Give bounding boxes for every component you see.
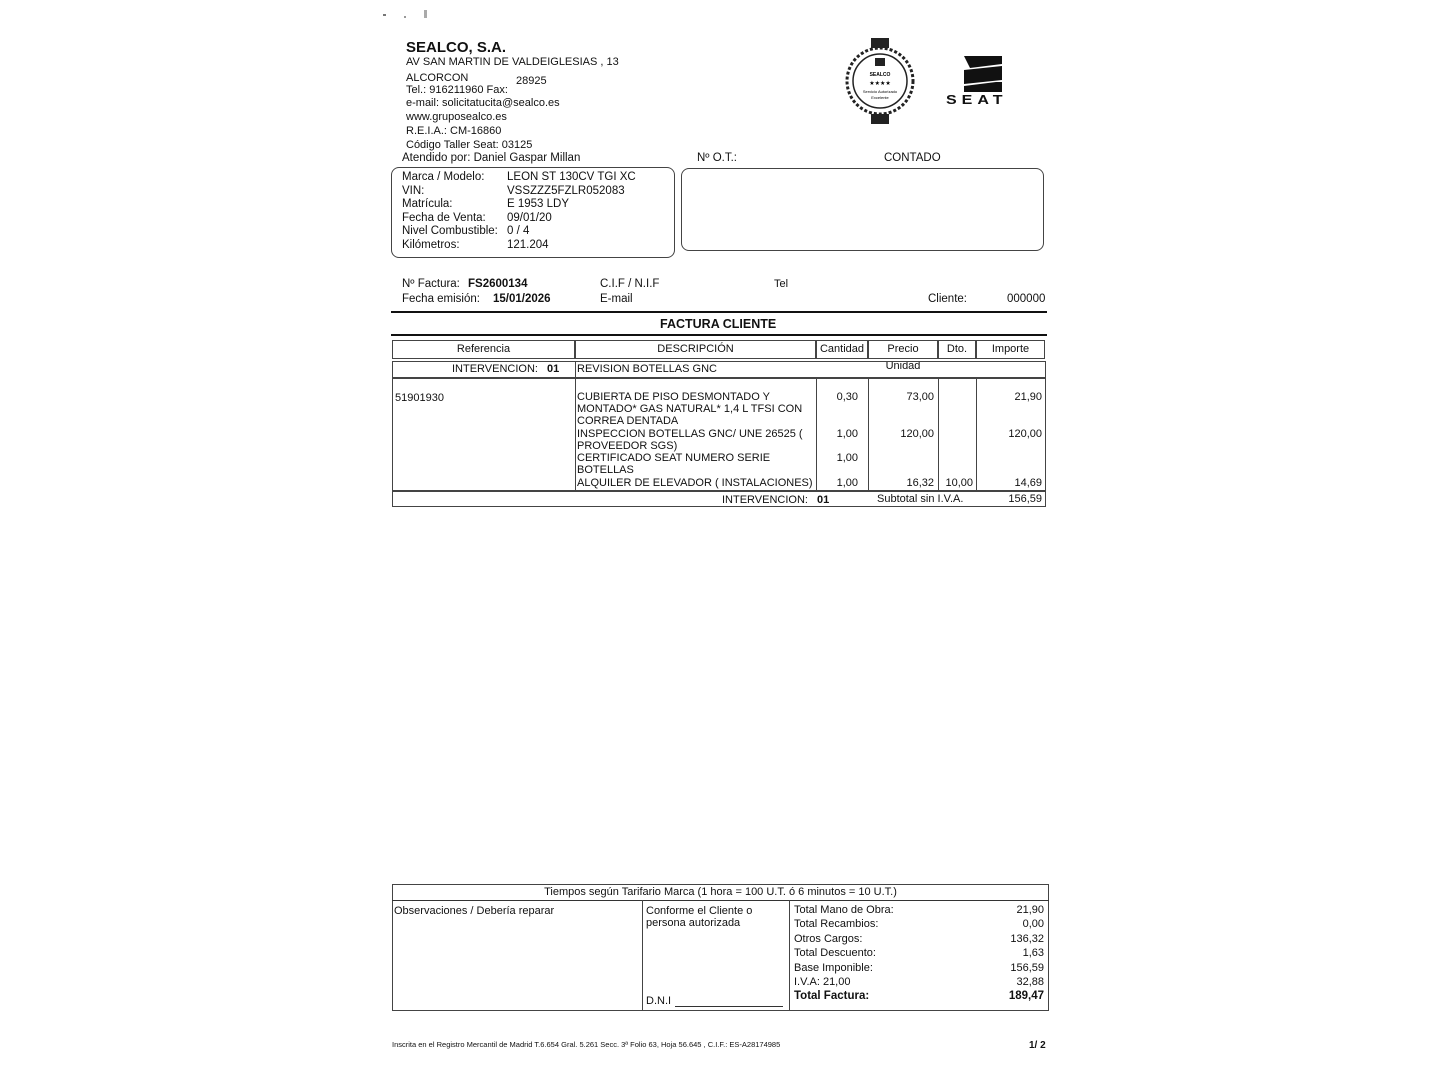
company-phone: Tel.: 916211960 Fax: (406, 84, 508, 96)
invoice-number-label: Nº Factura: (402, 278, 460, 290)
client-number: 000000 (1007, 293, 1046, 305)
service-seal-icon (844, 38, 916, 124)
svg-text:Excelente: Excelente (871, 95, 889, 100)
svg-text:SEALCO: SEALCO (869, 72, 891, 78)
attended-by: Atendido por: Daniel Gaspar Millan (402, 152, 581, 164)
summary-header-divider (392, 900, 1049, 901)
dni-signature-line (675, 1006, 783, 1007)
item-quantity: 1,00 (836, 477, 858, 489)
conformity-line-2: persona autorizada (646, 917, 741, 929)
scan-speck (424, 10, 427, 18)
total-value: 1,63 (1022, 947, 1044, 960)
subtotal-intervention (722, 494, 829, 506)
vehicle-field-label: VIN: (402, 185, 425, 197)
title-divider (391, 334, 1047, 336)
item-description-line: MONTADO* GAS NATURAL* 1,4 L TFSI CON (577, 403, 803, 415)
subtotal-intervention-label: INTERVENCION: (722, 494, 808, 506)
vehicle-field-label: Marca / Modelo: (402, 171, 485, 183)
item-amount: 21,90 (1014, 391, 1042, 403)
invoice-date-label: Fecha emisión: (402, 293, 480, 305)
grand-total-label: Total Factura: (794, 990, 870, 1002)
intervention-description: REVISION BOTELLAS GNC (577, 363, 717, 375)
times-header: Tiempos según Tarifario Marca (1 hora = 100 U.T. ó 6 minutos = 10 U.T.) (544, 886, 897, 898)
item-quantity: 1,00 (836, 428, 858, 440)
item-amount: 120,00 (1008, 428, 1042, 440)
invoice-number: FS2600134 (468, 278, 528, 290)
subtotal-label: Subtotal sin I.V.A. (877, 493, 964, 505)
workshop-code: Código Taller Seat: 03125 (406, 139, 533, 151)
vehicle-field-value: LEON ST 130CV TGI XC (507, 171, 636, 183)
header-divider (391, 311, 1047, 313)
total-value: 136,32 (1010, 932, 1044, 945)
vehicle-field-value: 0 / 4 (507, 225, 530, 237)
total-value: 21,90 (1016, 904, 1044, 916)
cif-label: C.I.F / N.I.F (600, 278, 660, 290)
item-unit-price: 120,00 (900, 428, 934, 440)
col-divider-discount (938, 378, 939, 491)
col-header-quantity: Cantidad (816, 340, 868, 359)
company-name: SEALCO, S.A. (406, 39, 507, 56)
intervention-divider (575, 361, 576, 378)
vehicle-field-label: Fecha de Venta: (402, 212, 486, 224)
dni-label: D.N.I (646, 995, 672, 1007)
col-header-unit-price: Precio Unidad (868, 340, 938, 359)
total-label: Total Descuento: (794, 947, 876, 960)
vehicle-field-value: E 1953 LDY (507, 198, 570, 210)
svg-text:★★★★: ★★★★ (869, 81, 891, 87)
total-label: Otros Cargos: (794, 932, 863, 945)
total-label: Total Mano de Obra: (794, 904, 894, 916)
vehicle-field-label: Nivel Combustible: (402, 225, 498, 237)
customer-info-box (681, 168, 1044, 251)
col-header-discount: Dto. (938, 340, 976, 359)
invoice-date: 15/01/2026 (493, 293, 551, 305)
observations-label: Observaciones / Debería reparar (394, 905, 555, 917)
page-number: 1/ 2 (1029, 1040, 1046, 1051)
total-value: 0,00 (1022, 918, 1044, 931)
total-label: I.V.A: 21,00 (794, 976, 851, 988)
item-amount: 14,69 (1014, 477, 1042, 489)
total-label: Base Imponible: (794, 961, 873, 974)
seat-logo-text: SEAT (946, 93, 1008, 108)
item-quantity: 1,00 (836, 452, 858, 464)
svg-text:Servicio Autorizado: Servicio Autorizado (862, 89, 898, 94)
col-header-reference: Referencia (392, 340, 575, 359)
total-value: 32,88 (1016, 976, 1044, 988)
grand-total-value: 189,47 (1008, 990, 1044, 1002)
intervention-label-text: INTERVENCION: (452, 363, 538, 375)
tel-label: Tel (774, 278, 789, 290)
company-postal-code: 28925 (516, 75, 547, 87)
vehicle-field-value: VSSZZZ5FZLR052083 (507, 185, 625, 197)
company-web: www.gruposealco.es (406, 111, 507, 123)
item-quantity: 0,30 (836, 391, 858, 403)
company-email: e-mail: solicitatucita@sealco.es (406, 97, 560, 109)
vehicle-field-label: Matrícula: (402, 198, 453, 210)
item-description-line: BOTELLAS (577, 464, 634, 476)
item-description-line: CERTIFICADO SEAT NUMERO SERIE (577, 452, 771, 464)
item-description-line: CORREA DENTADA (577, 415, 679, 427)
summary-divider-1 (642, 900, 643, 1010)
col-divider-description (575, 378, 576, 491)
subtotal-intervention-number: 01 (817, 494, 830, 506)
item-description-line: ALQUILER DE ELEVADOR ( INSTALACIONES) (577, 477, 813, 489)
conformity-line-1: Conforme el Cliente o (646, 905, 753, 917)
summary-box (392, 884, 1049, 1011)
col-header-description: DESCRIPCIÓN (575, 340, 816, 359)
scan-speck (383, 14, 386, 16)
item-description-line: CUBIERTA DE PISO DESMONTADO Y (577, 391, 770, 403)
col-header-amount: Importe (976, 340, 1045, 359)
company-address: AV SAN MARTIN DE VALDEIGLESIAS , 13 (406, 56, 619, 68)
total-value: 156,59 (1010, 961, 1044, 974)
summary-divider-2 (789, 900, 790, 1010)
vehicle-field-label: Kilómetros: (402, 239, 460, 251)
company-city: ALCORCON (406, 72, 469, 84)
total-label: Total Recambios: (794, 918, 879, 931)
registry-text: Inscrita en el Registro Mercantil de Madrid T.6.654 Gral. 5.261 Secc. 3ª Folio 63, Hoja 56.645 , C.I.F.: ES-A28174985 (392, 1040, 781, 1049)
subtotal-value: 156,59 (1008, 493, 1042, 505)
item-unit-price: 16,32 (906, 477, 934, 489)
item-unit-price: 73,00 (906, 391, 934, 403)
company-reia: R.E.I.A.: CM-16860 (406, 125, 502, 137)
intervention-label (452, 363, 559, 375)
item-description-line: INSPECCION BOTELLAS GNC/ UNE 26525 ( (577, 428, 803, 440)
invoice-title: FACTURA CLIENTE (660, 317, 777, 331)
email-label: E-mail (600, 293, 633, 305)
ot-label: Nº O.T.: (697, 152, 737, 164)
intervention-number: 01 (547, 363, 560, 375)
scan-speck (404, 16, 406, 18)
seat-logo-icon (960, 54, 1006, 94)
item-reference: 51901930 (395, 392, 444, 404)
vehicle-field-value: 121.204 (507, 239, 549, 251)
item-description-line: PROVEEDOR SGS) (577, 440, 678, 452)
payment-type: CONTADO (884, 152, 941, 164)
item-discount: 10,00 (945, 477, 973, 489)
client-label: Cliente: (928, 293, 967, 305)
vehicle-field-value: 09/01/20 (507, 212, 552, 224)
